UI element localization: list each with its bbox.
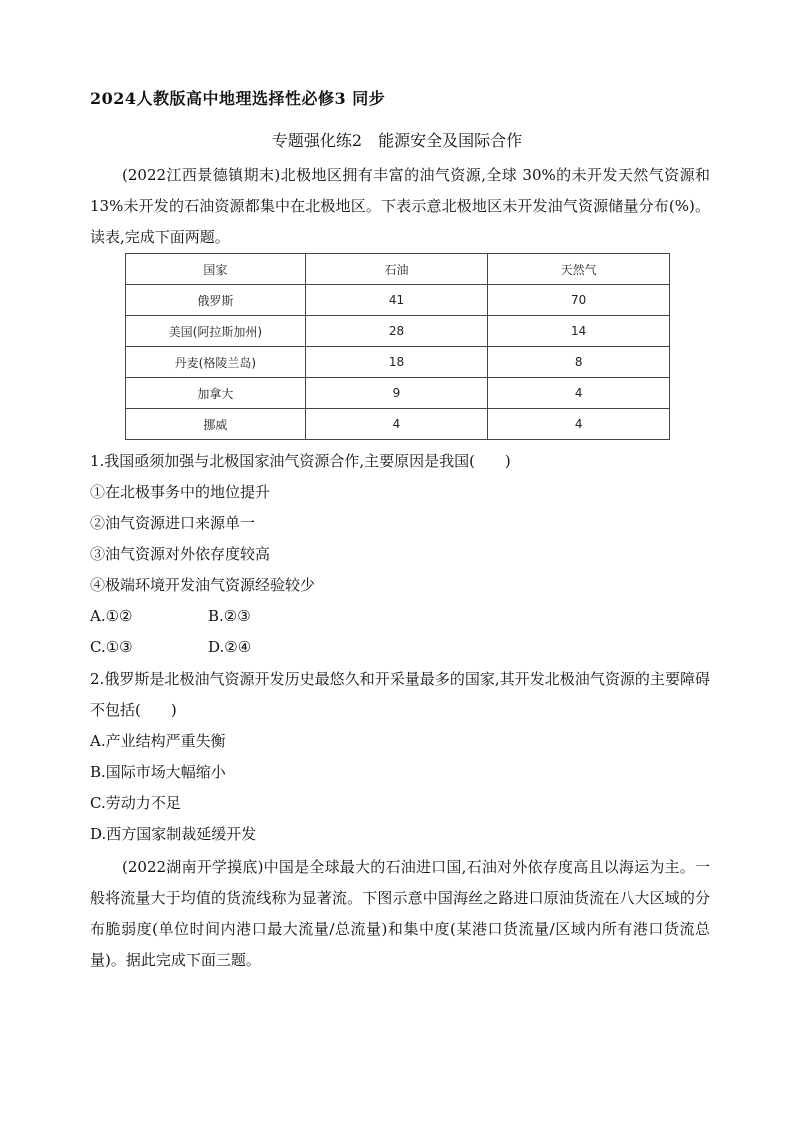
intro-paragraph-2 [90, 852, 710, 976]
table-cell: 8 [488, 347, 670, 378]
question-1-statement: ④极端环境开发油气资源经验较少 [90, 576, 316, 594]
question-1-option-a[interactable]: A.①② [90, 607, 133, 625]
question-1-stem: 1.我国亟须加强与北极国家油气资源合作,主要原因是我国( ) [90, 452, 511, 470]
table-cell: 14 [488, 316, 670, 347]
intro-paragraph-1-text: (2022江西景德镇期末)北极地区拥有丰富的油气资源,全球 30%的未开发天然气资源和 13%未开发的石油资源都集中在北极地区。下表示意北极地区未开发油气资源储量分布(%)。读表,完成下面两题。 [90, 166, 710, 246]
table-row [126, 347, 670, 378]
table-cell: 28 [305, 316, 488, 347]
table-cell: 挪威 [126, 409, 306, 440]
table-cell: 美国(阿拉斯加州) [126, 316, 306, 347]
question-2-option-a[interactable]: A.产业结构严重失衡 [90, 732, 226, 750]
table-cell: 加拿大 [126, 378, 306, 409]
question-1-statement: ③油气资源对外依存度较高 [90, 545, 271, 563]
table-cell: 9 [305, 378, 488, 409]
intro-paragraph-2-text: (2022湖南开学摸底)中国是全球最大的石油进口国,石油对外依存度高且以海运为主。一般将流量大于均值的货流线称为显著流。下图示意中国海丝之路进口原油货流在八大区域的分布脆弱度(单位时间内港口最大流量/总流量)和集中度(某港口货流量/区域内所有港口货流总量)。据此完成下面三题。 [90, 858, 710, 969]
section-title: 专题强化练2 能源安全及国际合作 [271, 131, 523, 150]
question-2-option-c[interactable]: C.劳动力不足 [90, 794, 181, 812]
table-cell: 18 [305, 347, 488, 378]
table-cell: 俄罗斯 [126, 285, 306, 316]
table-cell: 丹麦(格陵兰岛) [126, 347, 306, 378]
table-cell: 4 [488, 378, 670, 409]
table-header-row [126, 254, 670, 285]
question-1-options-row [90, 606, 251, 626]
table-cell: 41 [305, 285, 488, 316]
question-2-option-d[interactable]: D.西方国家制裁延缓开发 [90, 825, 257, 843]
table-cell: 70 [488, 285, 670, 316]
table-cell: 4 [305, 409, 488, 440]
question-1-statement: ②油气资源进口来源单一 [90, 514, 256, 532]
table-row [126, 285, 670, 316]
table-row [126, 316, 670, 347]
question-2-option-b[interactable]: B.国际市场大幅缩小 [90, 763, 226, 781]
question-1-option-d[interactable]: D.②④ [208, 638, 252, 656]
table-header-cell: 天然气 [488, 254, 670, 285]
table-header-cell: 石油 [305, 254, 488, 285]
question-1-option-c[interactable]: C.①③ [90, 638, 133, 656]
reserves-table [125, 253, 670, 440]
question-1-option-b[interactable]: B.②③ [208, 607, 251, 625]
question-2-stem: 2.俄罗斯是北极油气资源开发历史最悠久和开采量最多的国家,其开发北极油气资源的主要障碍不包括( ) [90, 670, 710, 719]
table-cell: 4 [488, 409, 670, 440]
question-1-statement: ①在北极事务中的地位提升 [90, 483, 271, 501]
document-title: 2024人教版高中地理选择性必修3 同步 [90, 89, 386, 108]
intro-paragraph-1 [90, 160, 710, 253]
question-1-options-row [90, 637, 252, 657]
table-header-cell: 国家 [126, 254, 306, 285]
table-row [126, 378, 670, 409]
table-row [126, 409, 670, 440]
